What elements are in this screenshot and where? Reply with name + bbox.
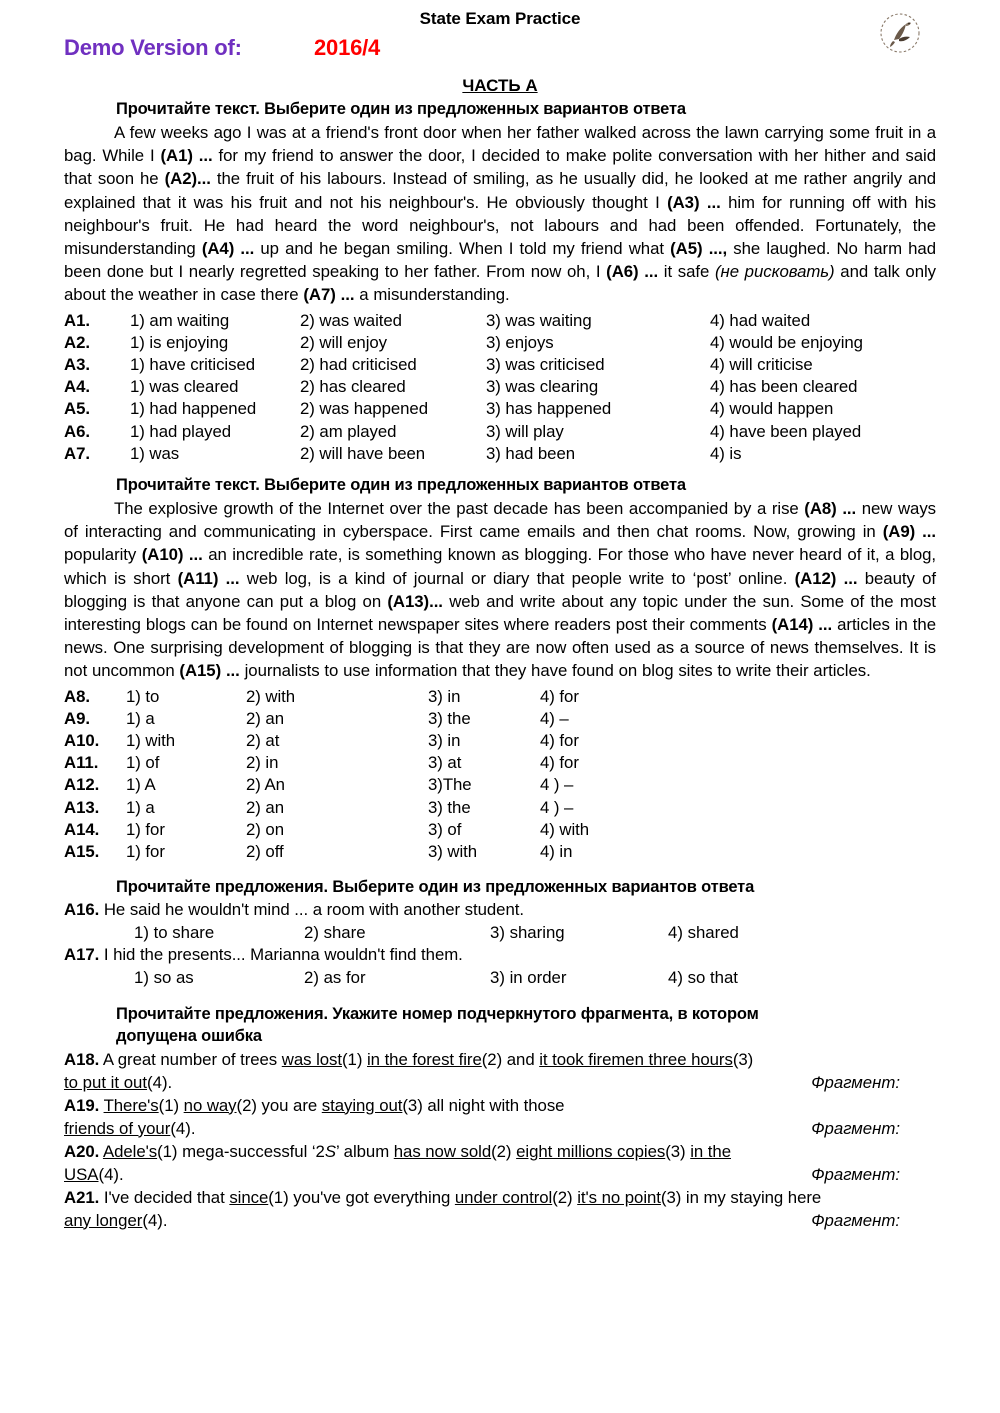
option-3[interactable]: 3) in — [428, 686, 461, 706]
question-text: I hid the presents... Marianna wouldn't find them. — [99, 945, 463, 965]
option-4[interactable]: 4) – — [540, 708, 569, 728]
table-row[interactable] — [64, 354, 936, 376]
option-4[interactable]: 4 ) – — [540, 797, 574, 817]
options-row-a17 — [64, 967, 936, 990]
option-4[interactable]: 4) is — [710, 443, 742, 463]
fragment-4-part1[interactable]: in the — [690, 1141, 731, 1161]
table-row[interactable] — [64, 841, 936, 863]
fragment-2-number: (2) — [552, 1187, 573, 1207]
question-a21-tail — [64, 1209, 936, 1232]
table-row[interactable] — [64, 398, 936, 420]
table-row[interactable] — [64, 797, 936, 819]
spacer-cell — [64, 967, 134, 990]
question-number: A15. — [64, 842, 100, 862]
option-1[interactable]: 1) a — [126, 708, 155, 728]
fragment-3-number: (3) — [732, 1049, 754, 1069]
options-table-a1-a7 — [64, 310, 936, 465]
question-number: A6. — [64, 421, 90, 441]
question-number: A7. — [64, 443, 90, 463]
table-row[interactable] — [64, 752, 936, 774]
option-3[interactable]: 3) in — [428, 731, 461, 751]
fragment-4-number: (4). — [147, 1072, 173, 1092]
option-2[interactable]: 2) with — [246, 686, 296, 706]
option-2[interactable]: 2) will enjoy — [300, 332, 388, 352]
table-row[interactable] — [64, 376, 936, 398]
option-4[interactable]: 4) will criticise — [710, 355, 813, 375]
question-a20-tail — [64, 1163, 936, 1186]
question-a18: A18. A great number of trees was lost(1) in the forest fire(2) and it took firemen three hours(3) — [64, 1049, 754, 1069]
fragment-2-number: (2) — [491, 1141, 512, 1161]
option-4[interactable]: 4) for — [540, 686, 579, 706]
option-2[interactable]: 2) was waited — [300, 310, 402, 330]
option-4[interactable]: 4) shared — [668, 922, 739, 942]
option-3[interactable]: 3) in order — [490, 968, 567, 988]
document-content — [64, 8, 936, 1232]
fragment-1[interactable]: was lost — [281, 1049, 342, 1069]
option-4[interactable]: 4) would be enjoying — [710, 332, 863, 352]
passage-two: The explosive growth of the Internet over the past decade has been accompanied by a rise (A8) ... new ways of interacting and communicating in cyberspace. First came emails and then chat rooms. Now, growing in (A9) ... popularity (A10) ... an incredible rate, is something known as blogging. For those who have never heard of it, a blog, which is short (A11) ... web log, is a kind of journal or diary that people write to ‘post’ online. (A12) ... beauty of blogging is that anyone can put a blog on (A13)... web and write about any topic under the sun. Some of the most interesting blogs can be found on Internet newspaper sites where readers post their comments (A14) ... articles in the news. One surprising development of blogging is that they are now often used as a source of news themselves. It is not uncommon (A15) ... journalists to use information that they have found on blog sites to write their articles. — [64, 499, 937, 681]
fragment-3-number: (3) — [660, 1187, 682, 1207]
fragment-1[interactable]: There's — [103, 1095, 159, 1115]
option-1[interactable]: 1) for — [126, 819, 165, 839]
fragment-4[interactable]: friends of your — [64, 1118, 171, 1138]
option-2[interactable]: 2) has cleared — [300, 377, 406, 397]
table-row[interactable] — [64, 922, 936, 945]
instruction-error-task-line2: допущена ошибка — [116, 1026, 262, 1045]
options-row-a16 — [64, 922, 936, 945]
question-a16 — [64, 899, 936, 922]
option-2[interactable]: 2) am played — [300, 421, 397, 441]
part-heading: ЧАСТЬ А — [462, 76, 538, 95]
passage-one: A few weeks ago I was at a friend's front door when her father walked across the lawn carrying some fruit in a bag. While I (A1) ... for my friend to answer the door, I decided to make polite conversation with her hither and said that soon he (A2)... the fruit of his labours. Instead of smiling, as he usually did, he looked at me rather angrily and explained that it was his fruit and not his neighbour's. He obviously thought I (A3) ... him for running off with his neighbour's fruit. He had heard the word neighbour's, not labours and had been offended. Fortunately, the misunderstanding (A4) ... up and he began smiling. When I told my friend what (A5) ..., she laughed. No harm had been done but I nearly regretted speaking to her father. From now oh, I (A6) ... it safe (не рисковать) and talk only about the weather in case there (A7) ... a misunderstanding. — [64, 123, 937, 305]
question-number: A12. — [64, 775, 100, 795]
question-a19-tail — [64, 1117, 936, 1140]
option-4[interactable]: 4) had waited — [710, 310, 811, 330]
option-1[interactable]: 1) to share — [134, 922, 215, 942]
option-2[interactable]: 2) on — [246, 819, 284, 839]
option-2[interactable]: 2) off — [246, 842, 284, 862]
fragment-1[interactable]: Adele's — [102, 1141, 158, 1161]
table-row[interactable] — [64, 774, 936, 796]
option-1[interactable]: 1) have criticised — [130, 355, 256, 375]
fragment-4-number: (4). — [142, 1210, 168, 1230]
option-2[interactable]: 2) an — [246, 708, 284, 728]
fragment-4-group — [64, 1117, 196, 1140]
option-1[interactable]: 1) am waiting — [130, 310, 230, 330]
question-number: A9. — [64, 708, 90, 728]
options-table-a8-a15 — [64, 686, 936, 864]
question-number: A1. — [64, 310, 90, 330]
question-number: A18. — [64, 1049, 100, 1069]
fragment-1[interactable]: since — [229, 1187, 269, 1207]
table-row[interactable] — [64, 686, 936, 708]
option-4[interactable]: 4) has been cleared — [710, 377, 858, 397]
question-number: A3. — [64, 355, 90, 375]
option-1[interactable]: 1) was cleared — [130, 377, 239, 397]
question-a19: A19. There's(1) no way(2) you are staying out(3) all night with those — [64, 1095, 565, 1115]
option-3[interactable]: 3) the — [428, 797, 471, 817]
option-2[interactable]: 2) was happened — [300, 399, 429, 419]
question-number: A8. — [64, 686, 90, 706]
option-4[interactable]: 4 ) – — [540, 775, 574, 795]
option-3[interactable]: 3) at — [428, 753, 462, 773]
option-1[interactable]: 1) is enjoying — [130, 332, 229, 352]
option-3[interactable]: 3) was criticised — [486, 355, 605, 375]
question-a20: A20. Adele's(1) mega-successful ‘2S’ album has now sold(2) eight millions copies(3) in the — [64, 1141, 731, 1161]
option-3[interactable]: 3) of — [428, 819, 462, 839]
table-row[interactable] — [64, 332, 936, 354]
option-1[interactable]: 1) A — [126, 775, 156, 795]
instruction-text-task-1: Прочитайте текст. Выберите один из предложенных вариантов ответа — [116, 100, 686, 118]
option-3[interactable]: 3) will play — [486, 421, 564, 441]
fragment-3-number: (3) — [665, 1141, 686, 1161]
instruction-sentence-task: Прочитайте предложения. Выберите один из предложенных вариантов ответа — [116, 878, 755, 897]
bird-circle-logo-icon — [872, 10, 928, 58]
option-3[interactable]: 3) was clearing — [486, 377, 599, 397]
fragment-2[interactable]: has now sold — [393, 1141, 492, 1161]
option-2[interactable]: 2) share — [304, 922, 366, 942]
fragment-4-group — [64, 1071, 172, 1094]
fragment-answer-label: Фрагмент: — [811, 1118, 900, 1138]
table-row[interactable] — [64, 443, 936, 465]
album-title-italic: S — [324, 1141, 336, 1161]
demo-version-value: 2016/4 — [314, 35, 381, 60]
fragment-2[interactable]: under control — [454, 1187, 553, 1207]
fragment-4-group — [64, 1163, 124, 1186]
table-row[interactable] — [64, 967, 936, 990]
question-a18-tail — [64, 1071, 936, 1094]
option-4[interactable]: 4) in — [540, 842, 573, 862]
question-number: A5. — [64, 399, 90, 419]
option-4[interactable]: 4) with — [540, 819, 590, 839]
fragment-3[interactable]: it took firemen three hours — [539, 1049, 733, 1069]
instruction-error-task-line1: Прочитайте предложения. Укажите номер подчеркнутого фрагмента, в котором — [116, 1004, 759, 1023]
fragment-3[interactable]: staying out — [321, 1095, 403, 1115]
fragment-3[interactable]: it's no point — [577, 1187, 661, 1207]
option-4[interactable]: 4) for — [540, 753, 579, 773]
question-number: A17. — [64, 945, 100, 965]
question-number: A4. — [64, 377, 90, 397]
option-2[interactable]: 2) an — [246, 797, 284, 817]
option-2[interactable]: 2) as for — [304, 968, 366, 988]
fragment-1-number: (1) — [157, 1141, 178, 1161]
question-number: A20. — [64, 1141, 100, 1161]
option-3[interactable]: 3)The — [428, 775, 472, 795]
fragment-4-number: (4). — [170, 1118, 196, 1138]
fragment-4-group — [64, 1209, 168, 1232]
fragment-1-number: (1) — [342, 1049, 363, 1069]
fragment-4[interactable]: to put it out — [64, 1072, 148, 1092]
fragment-1-number: (1) — [158, 1095, 180, 1115]
fragment-answer-label: Фрагмент: — [811, 1210, 900, 1230]
table-row[interactable] — [64, 819, 936, 841]
fragment-2[interactable]: in the forest fire — [367, 1049, 482, 1069]
option-1[interactable]: 1) was — [130, 443, 180, 463]
fragment-2[interactable]: no way — [183, 1095, 237, 1115]
option-4[interactable]: 4) have been played — [710, 421, 862, 441]
demo-version-label: Demo Version of: — [64, 35, 242, 60]
option-1[interactable]: 1) to — [126, 686, 160, 706]
option-1[interactable]: 1) had happened — [130, 399, 257, 419]
question-text: He said he wouldn't mind ... a room with another student. — [99, 900, 524, 920]
fragment-4[interactable]: any longer — [64, 1210, 143, 1230]
option-3[interactable]: 3) sharing — [490, 922, 565, 942]
question-number: A13. — [64, 797, 100, 817]
option-2[interactable]: 2) had criticised — [300, 355, 417, 375]
option-1[interactable]: 1) of — [126, 753, 160, 773]
option-3[interactable]: 3) had been — [486, 443, 576, 463]
option-3[interactable]: 3) was waiting — [486, 310, 592, 330]
option-3[interactable]: 3) has happened — [486, 399, 612, 419]
option-4[interactable]: 4) so that — [668, 968, 738, 988]
option-4[interactable]: 4) would happen — [710, 399, 834, 419]
question-number: A11. — [64, 753, 99, 773]
option-3[interactable]: 3) with — [428, 842, 478, 862]
question-a21: A21. I've decided that since(1) you've got everything under control(2) it's no point(3) in my staying here — [64, 1187, 822, 1207]
spacer-cell — [64, 922, 134, 945]
question-number: A14. — [64, 819, 100, 839]
table-row[interactable] — [64, 310, 936, 332]
option-2[interactable]: 2) will have been — [300, 443, 426, 463]
page-title: State Exam Practice — [419, 9, 581, 28]
fragment-3-number: (3) — [402, 1095, 423, 1115]
fragment-answer-label: Фрагмент: — [811, 1164, 900, 1184]
option-1[interactable]: 1) had played — [130, 421, 232, 441]
option-4[interactable]: 4) for — [540, 731, 579, 751]
question-number: A2. — [64, 332, 90, 352]
option-2[interactable]: 2) in — [246, 753, 279, 773]
fragment-4-part2[interactable]: USA — [64, 1164, 99, 1184]
question-a17 — [64, 944, 936, 967]
fragment-2-number: (2) — [481, 1049, 503, 1069]
option-3[interactable]: 3) enjoys — [486, 332, 554, 352]
table-row[interactable] — [64, 421, 936, 443]
table-row[interactable] — [64, 730, 936, 752]
option-3[interactable]: 3) the — [428, 708, 471, 728]
option-1[interactable]: 1) with — [126, 731, 176, 751]
fragment-3[interactable]: eight millions copies — [516, 1141, 666, 1161]
option-2[interactable]: 2) An — [246, 775, 285, 795]
option-2[interactable]: 2) at — [246, 731, 280, 751]
question-number: A19. — [64, 1095, 100, 1115]
option-1[interactable]: 1) for — [126, 842, 165, 862]
fragment-answer-label: Фрагмент: — [811, 1072, 900, 1092]
instruction-text-task-2: Прочитайте текст. Выберите один из предложенных вариантов ответа — [116, 476, 686, 495]
option-1[interactable]: 1) so as — [134, 968, 194, 988]
fragment-4-number: (4). — [98, 1164, 124, 1184]
question-number: A21. — [64, 1187, 100, 1207]
question-number: A10. — [64, 731, 100, 751]
option-1[interactable]: 1) a — [126, 797, 155, 817]
fragment-2-number: (2) — [236, 1095, 257, 1115]
table-row[interactable] — [64, 708, 936, 730]
question-number: A16. — [64, 900, 100, 920]
fragment-1-number: (1) — [268, 1187, 289, 1207]
demo-version-line — [64, 35, 936, 61]
